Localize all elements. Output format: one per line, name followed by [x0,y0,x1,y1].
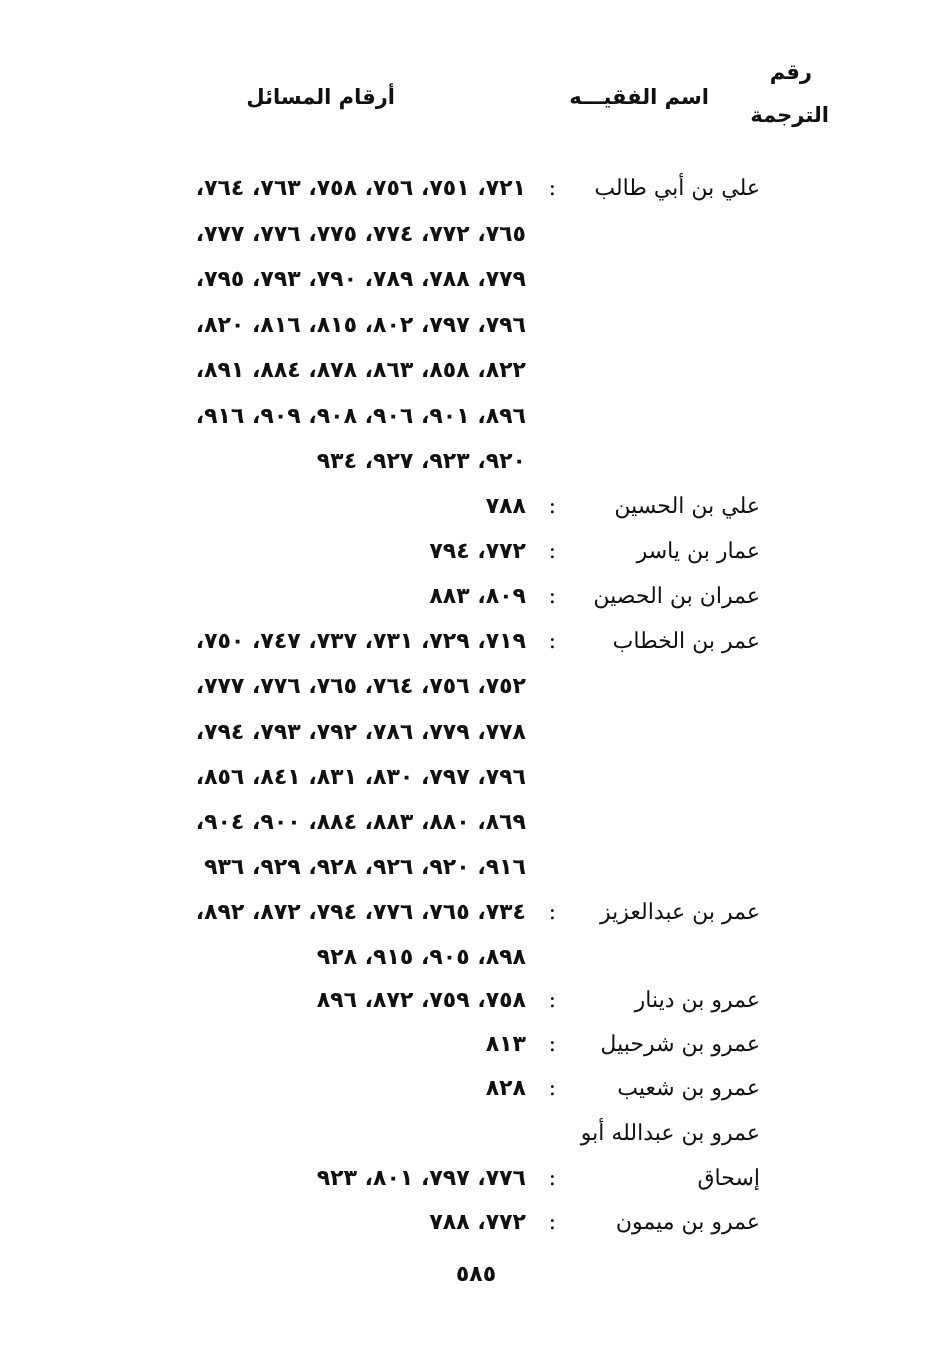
separator-colon: : [548,1210,556,1235]
column-header-issue-numbers: أرقام المسائل [246,85,395,109]
issue-numbers: ٧٥٢، ٧٥٦، ٧٦٤، ٧٦٥، ٧٧٦، ٧٧٧، [195,674,526,699]
issue-numbers: ٧٧٢، ٧٩٤ [429,539,526,564]
index-row [0,1072,952,1112]
issue-numbers: ٨٩٨، ٩٠٥، ٩١٥، ٩٢٨ [316,945,526,970]
separator-colon: : [548,900,556,925]
jurist-name: عمران بن الحصين [593,584,760,609]
index-row [0,354,952,394]
issue-numbers: ٨٩٦، ٩٠١، ٩٠٦، ٩٠٨، ٩٠٩، ٩١٦، [195,404,526,429]
issue-numbers: ٧٧٢، ٧٨٨ [429,1210,526,1235]
index-row [0,445,952,485]
separator-colon: : [548,1166,556,1191]
issue-numbers: ٩١٦، ٩٢٠، ٩٢٦، ٩٢٨، ٩٢٩، ٩٣٦ [204,855,526,880]
issue-numbers: ٨٦٩، ٨٨٠، ٨٨٣، ٨٨٤، ٩٠٠، ٩٠٤، [195,810,526,835]
index-row [0,896,952,936]
index-row [0,400,952,440]
column-header-rank-line1: رقم [769,60,812,84]
issue-numbers: ٧١٩، ٧٢٩، ٧٣١، ٧٣٧، ٧٤٧، ٧٥٠، [195,629,526,654]
separator-colon: : [548,539,556,564]
index-row [0,218,952,258]
index-row [0,941,952,981]
index-row [0,670,952,710]
issue-numbers: ٧٣٤، ٧٦٥، ٧٧٦، ٧٩٤، ٨٧٢، ٨٩٢، [195,900,526,925]
page-number: ٥٨٥ [455,1262,497,1287]
jurist-name: عمرو بن ميمون [615,1210,760,1235]
jurist-name: علي بن أبي طالب [594,176,760,201]
index-row [0,625,952,665]
separator-colon: : [548,176,556,201]
column-header-rank-line2: الترجمة [750,103,829,127]
index-row [0,490,952,530]
jurist-name: عمرو بن عبدالله أبو [580,1121,760,1146]
separator-colon: : [548,1076,556,1101]
issue-numbers: ٧٢١، ٧٥١، ٧٥٦، ٧٥٨، ٧٦٣، ٧٦٤، [195,176,526,201]
index-row [0,1117,952,1157]
issue-numbers: ٧٨٨ [485,494,526,519]
issue-numbers: ٨٢٢، ٨٥٨، ٨٦٣، ٨٧٨، ٨٨٤، ٨٩١، [195,358,526,383]
issue-numbers: ٧٩٦، ٧٩٧، ٨٠٢، ٨١٥، ٨١٦، ٨٢٠، [195,313,526,338]
jurist-name: علي بن الحسين [614,494,760,519]
jurist-name: عمار بن ياسر [636,539,760,564]
issue-numbers: ٧٧٨، ٧٧٩، ٧٨٦، ٧٩٢، ٧٩٣، ٧٩٤، [195,720,526,745]
index-row [0,761,952,801]
separator-colon: : [548,584,556,609]
index-row [0,580,952,620]
index-row [0,1028,952,1068]
issue-numbers: ٧٦٥، ٧٧٢، ٧٧٤، ٧٧٥، ٧٧٦، ٧٧٧، [195,222,526,247]
issue-numbers: ٧٥٨، ٧٥٩، ٨٧٢، ٨٩٦ [316,988,526,1013]
index-row [0,716,952,756]
jurist-name: عمر بن عبدالعزيز [600,900,760,925]
issue-numbers: ٨٢٨ [485,1076,526,1101]
column-header-jurist-name: اسم الفقيـــه [569,85,709,109]
separator-colon: : [548,494,556,519]
index-row [0,172,952,212]
index-row [0,309,952,349]
issue-numbers: ٧٩٦، ٧٩٧، ٨٣٠، ٨٣١، ٨٤١، ٨٥٦، [195,765,526,790]
index-row [0,1162,952,1202]
jurist-name: عمرو بن شعيب [617,1076,760,1101]
index-row [0,1206,952,1246]
separator-colon: : [548,988,556,1013]
issue-numbers: ٧٧٩، ٧٨٨، ٧٨٩، ٧٩٠، ٧٩٣، ٧٩٥، [195,267,526,292]
separator-colon: : [548,629,556,654]
index-row [0,806,952,846]
index-row [0,984,952,1024]
issue-numbers: ٨١٣ [485,1032,526,1057]
jurist-name: عمرو بن دينار [634,988,760,1013]
index-row [0,535,952,575]
jurist-name: عمر بن الخطاب [612,629,760,654]
jurist-name: إسحاق [697,1166,760,1191]
separator-colon: : [548,1032,556,1057]
jurist-name: عمرو بن شرحبيل [600,1032,760,1057]
issue-numbers: ٩٢٠، ٩٢٣، ٩٢٧، ٩٣٤ [316,449,526,474]
index-row [0,263,952,303]
issue-numbers: ٧٧٦، ٧٩٧، ٨٠١، ٩٢٣ [316,1166,526,1191]
issue-numbers: ٨٠٩، ٨٨٣ [429,584,526,609]
index-row [0,851,952,891]
